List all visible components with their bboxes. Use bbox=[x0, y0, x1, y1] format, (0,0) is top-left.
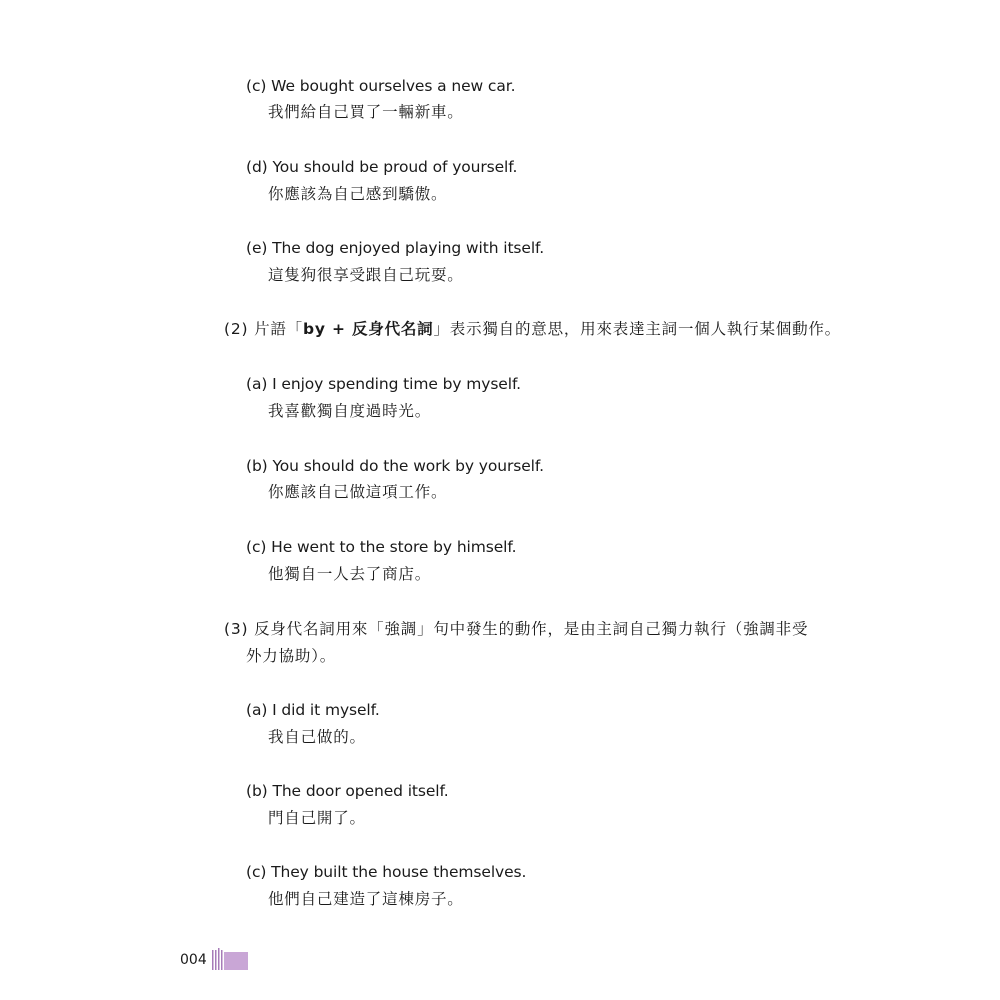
example-en: (b) You should do the work by yourself. bbox=[246, 457, 544, 475]
example-zh: 這隻狗很享受跟自己玩耍。 bbox=[268, 266, 464, 284]
example-zh: 門自己開了。 bbox=[268, 809, 366, 827]
book-icon bbox=[212, 948, 250, 970]
rule-3-line-1: (3) 反身代名詞用來「強調」句中發生的動作，是由主詞自己獨力執行（強調非受 bbox=[224, 620, 809, 638]
rule-3-line-2: 外力協助）。 bbox=[246, 647, 337, 665]
example-zh: 我自己做的。 bbox=[268, 728, 366, 746]
example-en: (e) The dog enjoyed playing with itself. bbox=[246, 239, 545, 257]
example-en: (c) They built the house themselves. bbox=[246, 863, 527, 881]
page-number: 004 bbox=[180, 952, 207, 968]
example-zh: 你應該自己做這項工作。 bbox=[268, 483, 448, 501]
example-en: (a) I enjoy spending time by myself. bbox=[246, 375, 522, 393]
example-zh: 你應該為自己感到驕傲。 bbox=[268, 185, 448, 203]
rule-2-suffix: 」表示獨自的意思，用來表達主詞一個人執行某個動作。 bbox=[433, 320, 841, 338]
example-en: (c) He went to the store by himself. bbox=[246, 538, 517, 556]
rule-2-prefix: (2) 片語「 bbox=[224, 320, 303, 338]
example-zh: 他獨自一人去了商店。 bbox=[268, 565, 432, 583]
example-zh: 我喜歡獨自度過時光。 bbox=[268, 402, 432, 420]
example-zh: 他們自己建造了這棟房子。 bbox=[268, 890, 464, 908]
rule-2 bbox=[224, 319, 841, 339]
example-en: (c) We bought ourselves a new car. bbox=[246, 77, 516, 95]
example-en: (d) You should be proud of yourself. bbox=[246, 158, 518, 176]
example-en: (a) I did it myself. bbox=[246, 701, 380, 719]
rule-2-bold-phrase: by + 反身代名詞 bbox=[302, 320, 434, 338]
example-en: (b) The door opened itself. bbox=[246, 782, 449, 800]
example-zh: 我們給自己買了一輛新車。 bbox=[268, 103, 464, 121]
